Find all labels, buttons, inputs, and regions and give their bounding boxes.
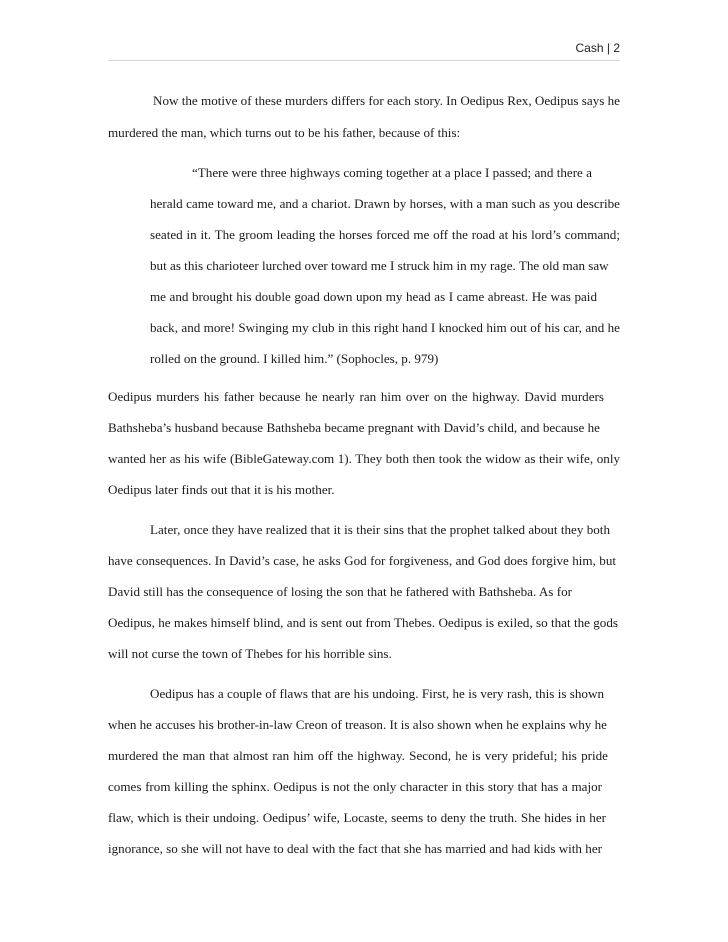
paragraph-line: Oedipus later finds out that it is his mother. (108, 482, 335, 497)
page-header (108, 40, 620, 61)
paragraph-line: Bathsheba’s husband because Bathsheba became pregnant with David’s child, and because he (108, 420, 600, 435)
quote-line: but as this charioteer lurched over toward me I struck him in my rage. The old man saw (150, 258, 609, 273)
quote-line: seated in it. The groom leading the horses forced me off the road at his lord’s command; (150, 227, 620, 242)
paragraph-line: wanted her as his wife (BibleGateway.com 1). They both then took the widow as their wife, only (108, 451, 620, 466)
quote-line: “There were three highways coming together at a place I passed; and there a (192, 165, 592, 180)
quote-line: rolled on the ground. I killed him.” (Sophocles, p. 979) (150, 351, 439, 366)
quote-line: me and brought his double goad down upon my head as I came abreast. He was paid (150, 289, 597, 304)
paragraph-line: Oedipus, he makes himself blind, and is sent out from Thebes. Oedipus is exiled, so that the gods (108, 615, 618, 630)
quote-line: back, and more! Swinging my club in this right hand I knocked him out of his car, and he (150, 320, 620, 335)
paragraph-line: comes from killing the sphinx. Oedipus is not the only character in this story that has a major (108, 779, 602, 794)
paragraph-line: murdered the man that almost ran him off the highway. Second, he is very prideful; his pride (108, 748, 608, 763)
paragraph-line: Now the motive of these murders differs for each story. In Oedipus Rex, Oedipus says he (153, 93, 620, 108)
paragraph-line: David still has the consequence of losing the son that he fathered with Bathsheba. As for (108, 584, 572, 599)
paragraph-line: Later, once they have realized that it is their sins that the prophet talked about they both (150, 522, 610, 537)
quote-line: herald came toward me, and a chariot. Drawn by horses, with a man such as you describe (150, 196, 620, 211)
running-head: Cash | 2 (575, 41, 620, 55)
paragraph-line: have consequences. In David’s case, he asks God for forgiveness, and God does forgive him, but (108, 553, 616, 568)
paragraph-line: ignorance, so she will not have to deal with the fact that she has married and had kids with her (108, 841, 602, 856)
paragraph-line: flaw, which is their undoing. Oedipus’ wife, Locaste, seems to deny the truth. She hides in her (108, 810, 606, 825)
paragraph-line: Oedipus murders his father because he nearly ran him over on the highway. David murders (108, 389, 604, 404)
paragraph-line: murdered the man, which turns out to be his father, because of this: (108, 125, 461, 140)
paragraph-line: will not curse the town of Thebes for his horrible sins. (108, 646, 392, 661)
paragraph-line: Oedipus has a couple of flaws that are his undoing. First, he is very rash, this is shown (150, 686, 604, 701)
paragraph-line: when he accuses his brother-in-law Creon of treason. It is also shown when he explains why he (108, 717, 607, 732)
